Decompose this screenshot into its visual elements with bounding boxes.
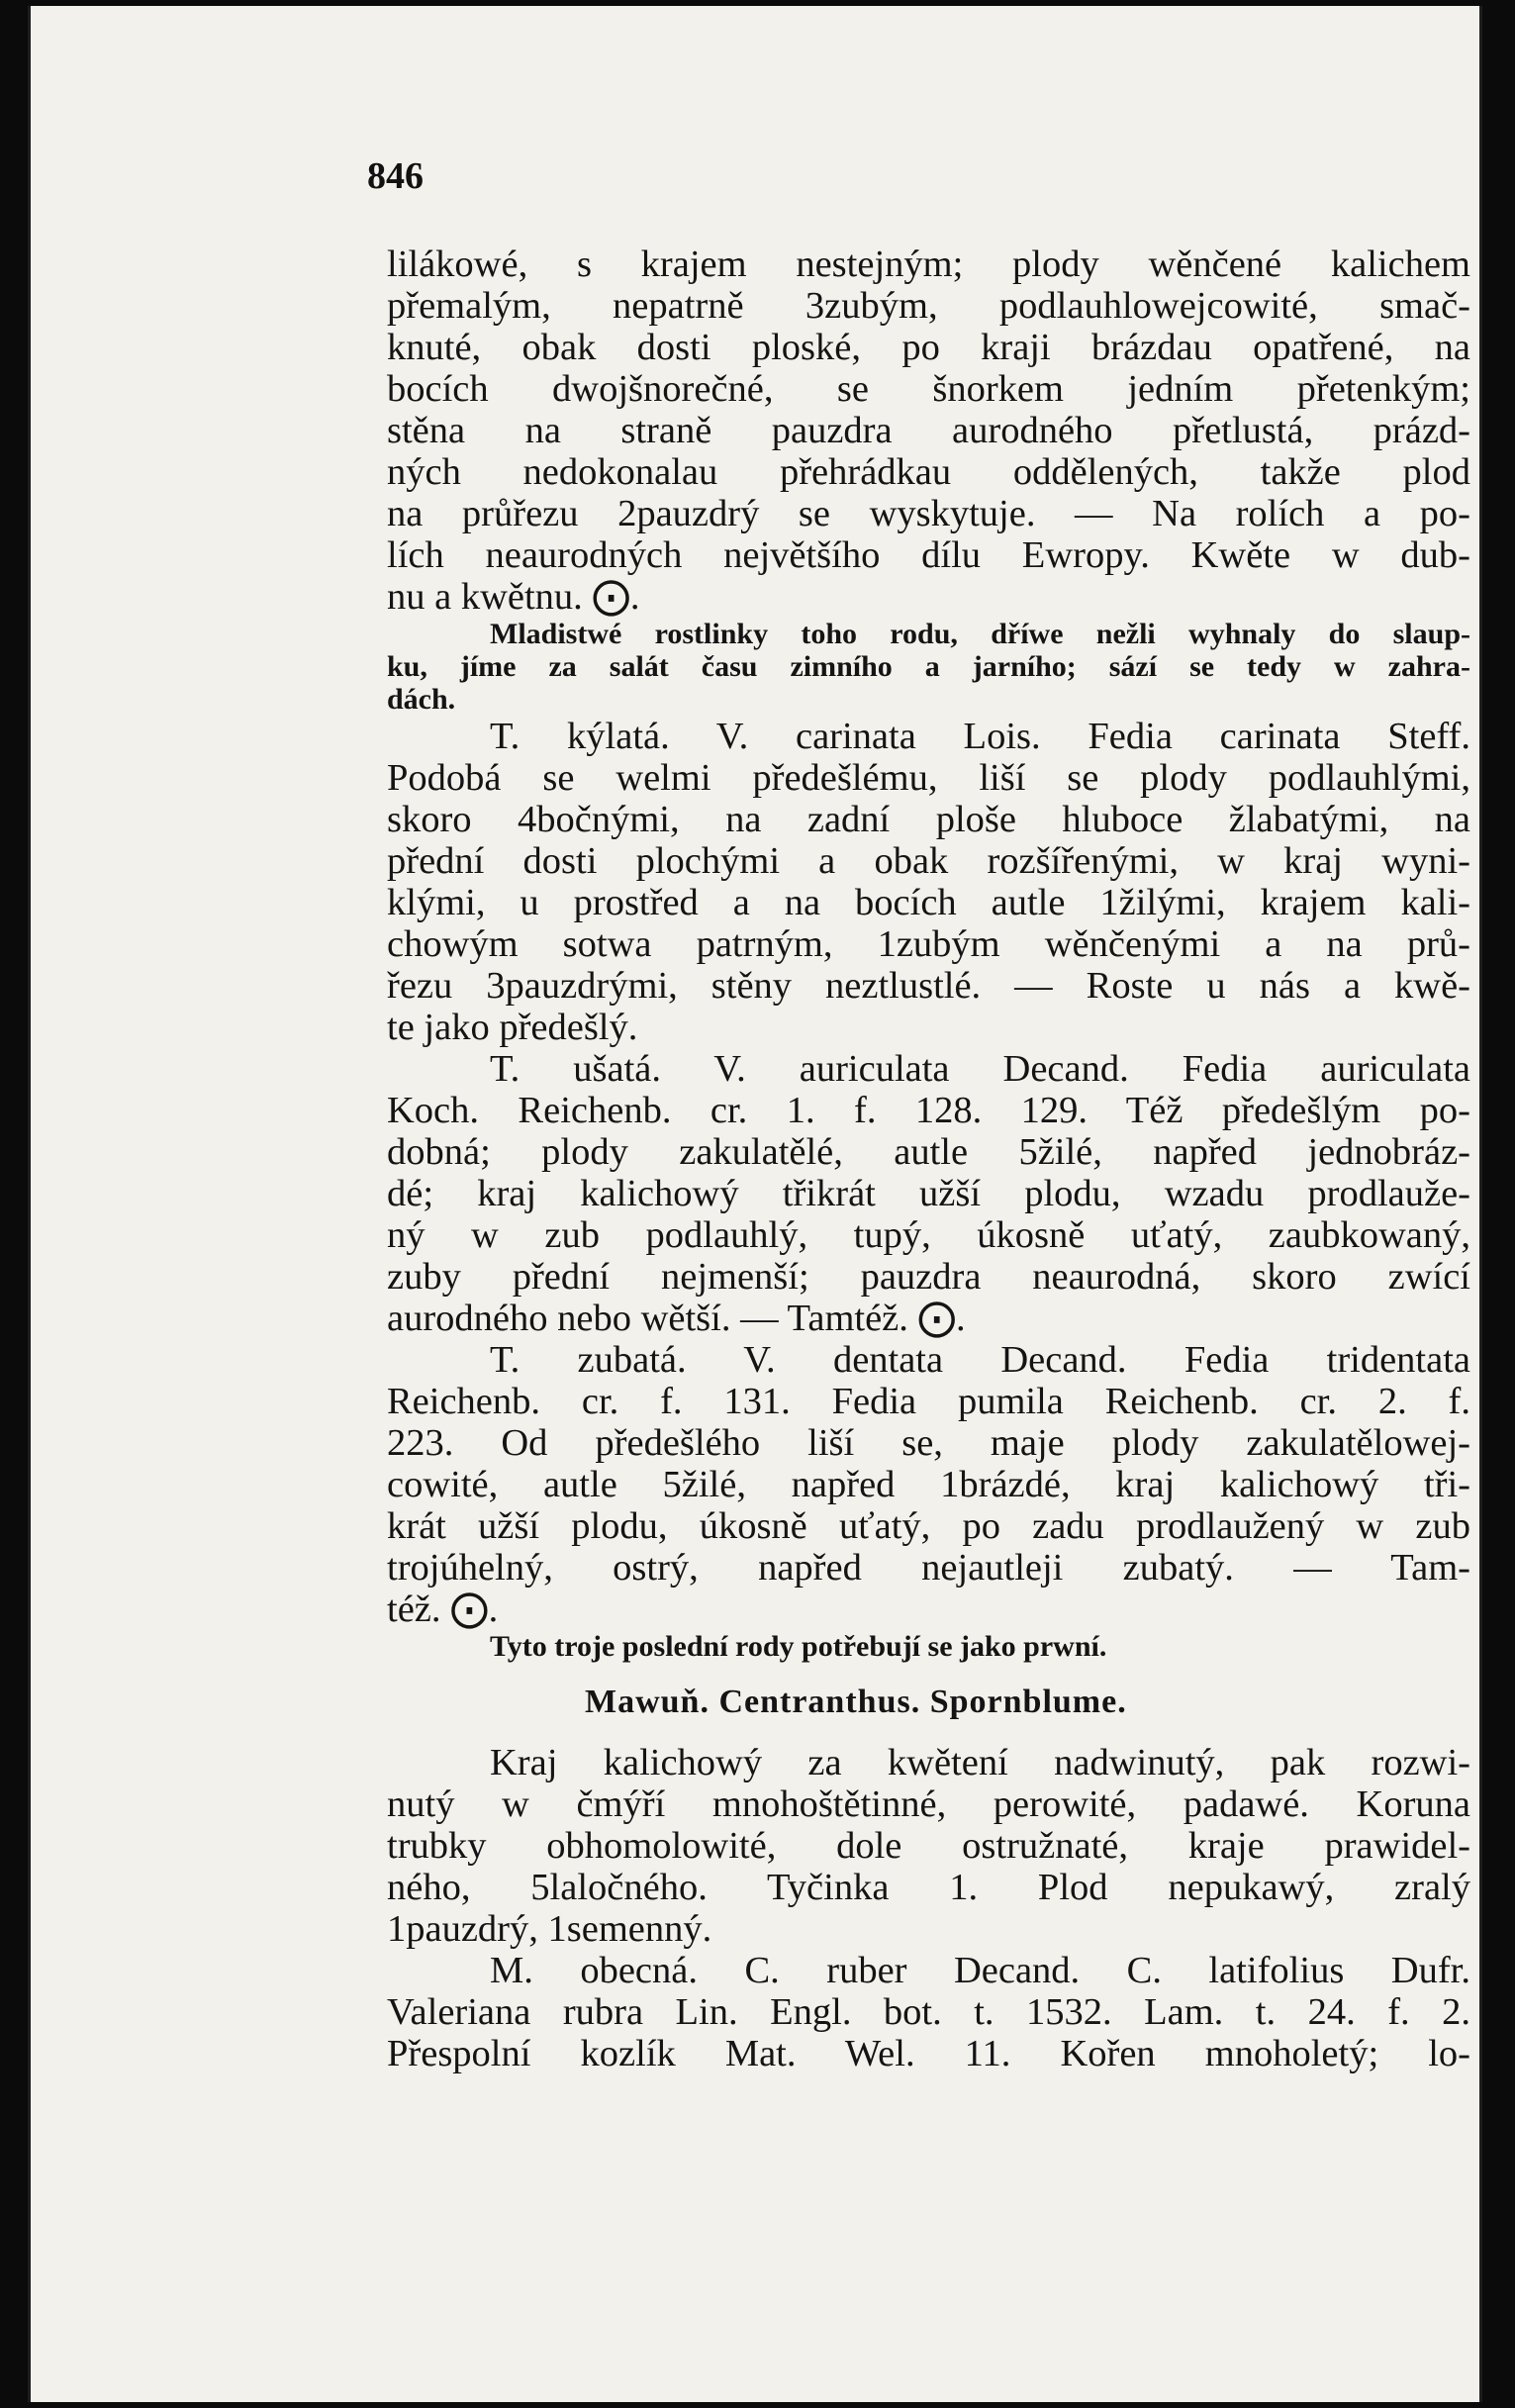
note-line: Tyto troje poslední rody potřebují se jako prwní. [490,1630,1107,1663]
spacer [387,1722,1470,1742]
text-line: zuby přední nejmenší; pauzdra neaurodná, skoro zwící [387,1256,1470,1298]
text-line: nutý w čmýří mnohoštětinné, perowité, padawé. Koruna [387,1783,1470,1825]
text-block-2 [387,1742,1470,2074]
text-line: T. ušatá. V. auriculata Decand. Fedia auriculata [490,1048,1470,1090]
text-line: klými, u prostřed a na bocích autle 1žilými, krajem kali- [387,882,1470,923]
text-line: T. zubatá. V. dentata Decand. Fedia tridentata [490,1339,1470,1381]
text-line: trubky obhomolowité, dole ostružnaté, kraje prawidel- [387,1825,1470,1867]
text-line: dobná; plody zakulatělé, autle 5žilé, napřed jednobráz- [387,1131,1470,1173]
text-line: přemalým, nepatrně 3zubým, podlauhlowejcowité, smač- [387,285,1470,327]
text-line: skoro 4bočnými, na zadní ploše hluboce žlabatými, na [387,799,1470,840]
page-number: 846 [367,155,424,197]
text-line: Valeriana rubra Lin. Engl. bot. t. 1532. Lam. t. 24. f. 2. [387,1991,1470,2033]
text-line: 223. Od předešlého liší se, maje plody zakulatělowej- [387,1422,1470,1464]
text-line: 1pauzdrý, 1semenný. [387,1908,712,1950]
text-line: ného, 5laločného. Tyčinka 1. Plod nepukawý, zralý [387,1867,1470,1908]
text-line: na průřezu 2pauzdrý se wyskytuje. — Na rolích a po- [387,493,1470,534]
text-line: Koch. Reichenb. cr. 1. f. 128. 129. Též předešlým po- [387,1090,1470,1131]
text-line: stěna na straně pauzdra aurodného přetlustá, prázd- [387,410,1470,451]
text-line: M. obecná. C. ruber Decand. C. latifolius Dufr. [490,1950,1470,1991]
text-line: řezu 3pauzdrými, stěny neztlustlé. — Roste u nás a kwě- [387,965,1470,1007]
text-line: ných nedokonalau přehrádkau oddělených, takže plod [387,451,1470,493]
text-line: krát užší plodu, úkosně uťatý, po zadu prodlaužený w zub [387,1505,1470,1547]
text-block-1 [387,243,1470,1663]
text-line: též. ⨀. [387,1589,499,1630]
text-line: T. kýlatá. V. carinata Lois. Fedia carinata Steff. [490,716,1470,757]
text-line: Podobá se welmi předešlému, liší se plody podlauhlými, [387,757,1470,799]
text-line: Přespolní kozlík Mat. Wel. 11. Kořen mnoholetý; lo- [387,2033,1470,2074]
text-line: přední dosti plochými a obak rozšířenými, w kraj wyni- [387,840,1470,882]
text-line: Reichenb. cr. f. 131. Fedia pumila Reichenb. cr. 2. f. [387,1381,1470,1422]
text-line: knuté, obak dosti ploské, po kraji brázdau opatřené, na [387,327,1470,368]
text-line: te jako předešlý. [387,1007,638,1048]
text-line: dé; kraj kalichowý třikrát užší plodu, wzadu prodlauže- [387,1173,1470,1214]
text-line: nu a kwětnu. ⨀. [387,576,640,618]
text-line: trojúhelný, ostrý, napřed nejautleji zubatý. — Tam- [387,1547,1470,1589]
text-line: lích neaurodných největšího dílu Ewropy. Kwěte w dub- [387,534,1470,576]
text-line: ný w zub podlauhlý, tupý, úkosně uťatý, zaubkowaný, [387,1214,1470,1256]
text-line: aurodného nebo wětší. — Tamtéž. ⨀. [387,1298,966,1339]
text-line: cowité, autle 5žilé, napřed 1brázdé, kraj kalichowý tři- [387,1464,1470,1505]
genus-heading: Mawuň. Centranthus. Spornblume. [585,1684,1127,1720]
text-line: Kraj kalichowý za kwětení nadwinutý, pak rozwi- [490,1742,1470,1783]
body-text [387,243,1470,2074]
note-line: Mladistwé rostlinky toho rodu, dříwe nežli wyhnaly do slaup- [490,618,1470,650]
note-line: dách. [387,683,456,716]
text-line: lilákowé, s krajem nestejným; plody wěnčené kalichem [387,243,1470,285]
text-line: bocích dwojšnorečné, se šnorkem jedním přetenkým; [387,368,1470,410]
book-page [28,6,1482,2402]
text-line: chowým sotwa patrným, 1zubým wěnčenými a na prů- [387,923,1470,965]
spacer [387,1663,1470,1683]
note-line: ku, jíme za salát času zimního a jarního; sází se tedy w zahra- [387,650,1470,683]
